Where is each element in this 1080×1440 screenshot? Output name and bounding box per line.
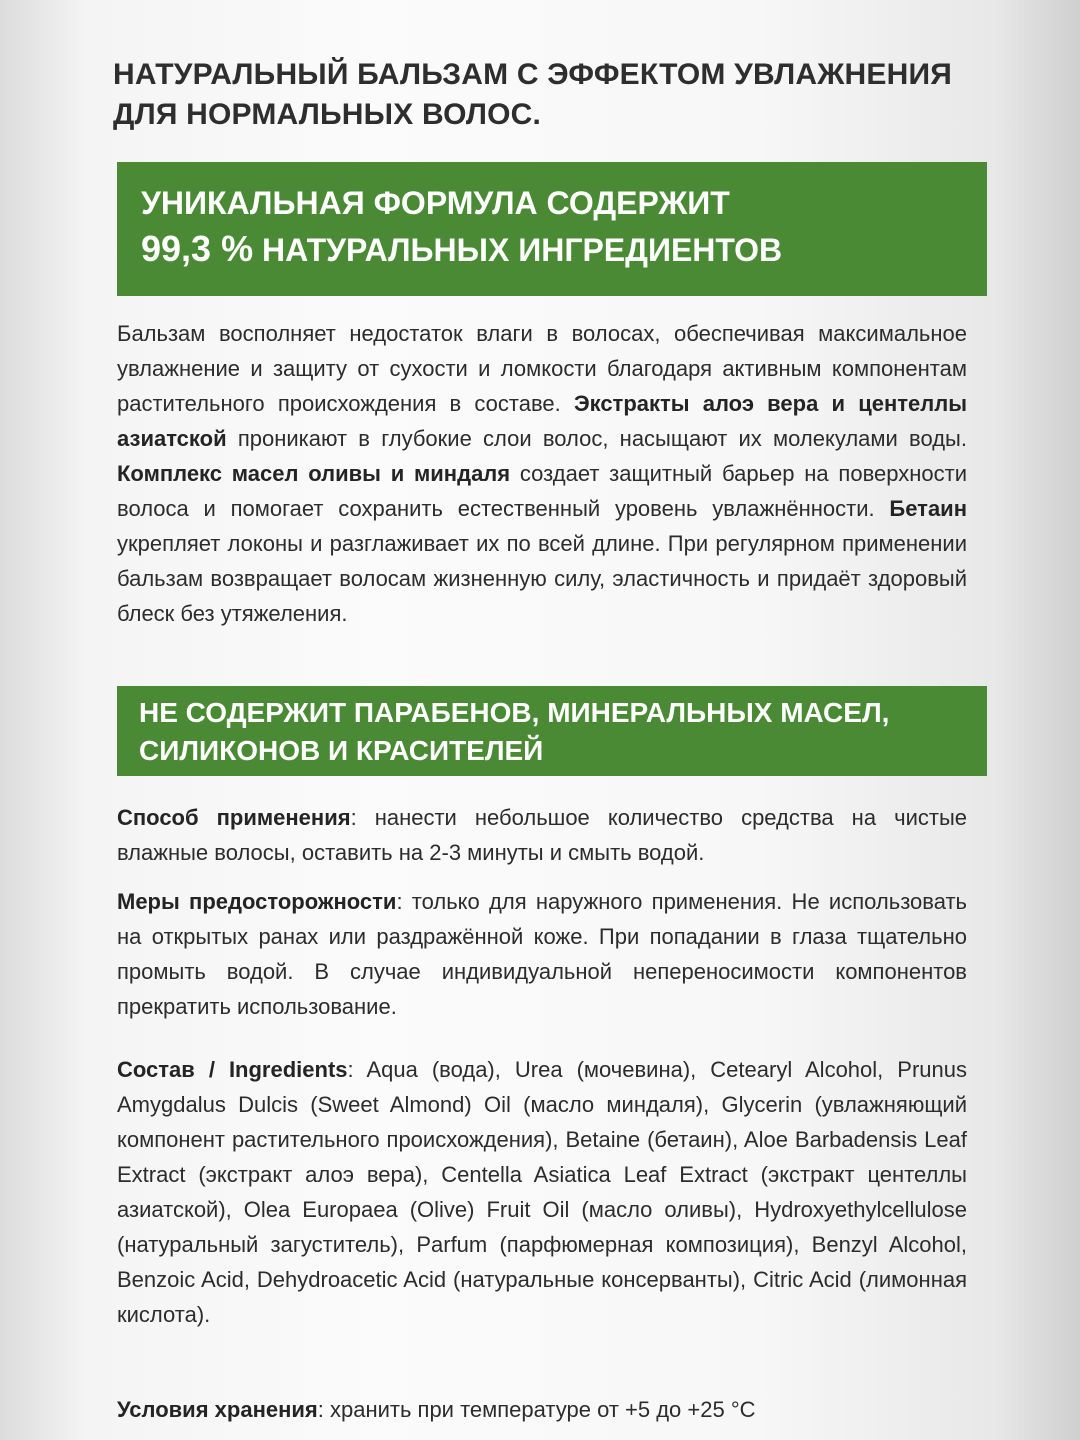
precautions-section — [117, 884, 967, 1024]
description-bold-extracts: Экстракты алоэ вера и центеллы азиатской — [117, 391, 967, 451]
natural-percent: 99,3 % — [141, 228, 254, 269]
description-part-1: Бальзам восполняет недостаток влаги в волосах, обеспечивая максимальное увлажнение и защиту от сухости и ломкости благодаря активным компонентам растительного происхождения в составе. — [117, 321, 967, 416]
ingredients-label: Состав / Ingredients — [117, 1057, 348, 1082]
precautions-label: Меры предосторожности — [117, 889, 397, 914]
description-bold-betaine: Бетаин — [889, 496, 967, 521]
formula-banner — [117, 162, 987, 296]
formula-banner-line-1: УНИКАЛЬНАЯ ФОРМУЛА СОДЕРЖИТ — [141, 185, 730, 221]
usage-text: : нанести небольшое количество средства на чистые влажные волосы, оставить на 2-3 минуты и смыть водой. — [117, 805, 967, 865]
formula-banner-line-2 — [141, 226, 963, 273]
free-from-line-1: НЕ СОДЕРЖИТ ПАРАБЕНОВ, МИНЕРАЛЬНЫХ МАСЕЛ, — [139, 697, 890, 728]
precautions-text: : только для наружного применения. Не использовать на открытых ранах или раздражённой коже. При попадании в глаза тщательно промыть водой. В случае индивидуальной непереносимости компонентов прекратить использование. — [117, 889, 967, 1019]
usage-section — [117, 800, 967, 870]
description-part-2: проникают в глубокие слои волос, насыщают их молекулами воды. — [237, 426, 967, 451]
usage-label: Способ применения — [117, 805, 351, 830]
ingredients-section — [117, 1052, 967, 1332]
product-label — [95, 0, 1000, 1440]
storage-text: : хранить при температуре от +5 до +25 °C — [317, 1397, 756, 1422]
description-bold-oils: Комплекс масел оливы и миндаля — [117, 461, 511, 486]
headline-line-1: НАТУРАЛЬНЫЙ БАЛЬЗАМ С ЭФФЕКТОМ УВЛАЖНЕНИЯ — [113, 58, 953, 91]
free-from-banner — [117, 686, 987, 776]
product-description — [117, 316, 967, 631]
storage-label: Условия хранения — [117, 1397, 318, 1422]
description-part-4: укрепляет локоны и разглаживает их по всей длине. При регулярном применении бальзам возвращает волосам жизненную силу, эластичность и придаёт здоровый блеск без утяжеления. — [117, 531, 967, 626]
ingredients-text: : Aqua (вода), Urea (мочевина), Cetearyl Alcohol, Prunus Amygdalus Dulcis (Sweet Almond) Oil (масло миндаля), Glycerin (увлажняющий компонент растительного происхождения), Betaine (бетаин), Aloe Barbadensis Leaf Extract (экстракт алоэ вера), Centella Asiatica Leaf Extract (экстракт центеллы азиатской), Olea Europaea (Olive) Fruit Oil (масло оливы), Hydroxyethylcellulose (натуральный загуститель), Parfum (парфюмерная композиция), Benzyl Alcohol, Benzoic Acid, Dehydroacetic Acid (натуральные консерванты), Citric Acid (лимонная кислота). — [117, 1057, 967, 1327]
free-from-line-2: СИЛИКОНОВ И КРАСИТЕЛЕЙ — [139, 735, 544, 766]
headline-line-2: ДЛЯ НОРМАЛЬНЫХ ВОЛОС. — [113, 98, 542, 131]
description-part-3: создает защитный барьер на поверхности волоса и помогает сохранить естественный уровень увлажнённости. — [117, 461, 967, 521]
formula-banner-line-2-text: НАТУРАЛЬНЫХ ИНГРЕДИЕНТОВ — [261, 232, 783, 268]
product-headline — [113, 55, 993, 135]
storage-section — [117, 1392, 967, 1427]
